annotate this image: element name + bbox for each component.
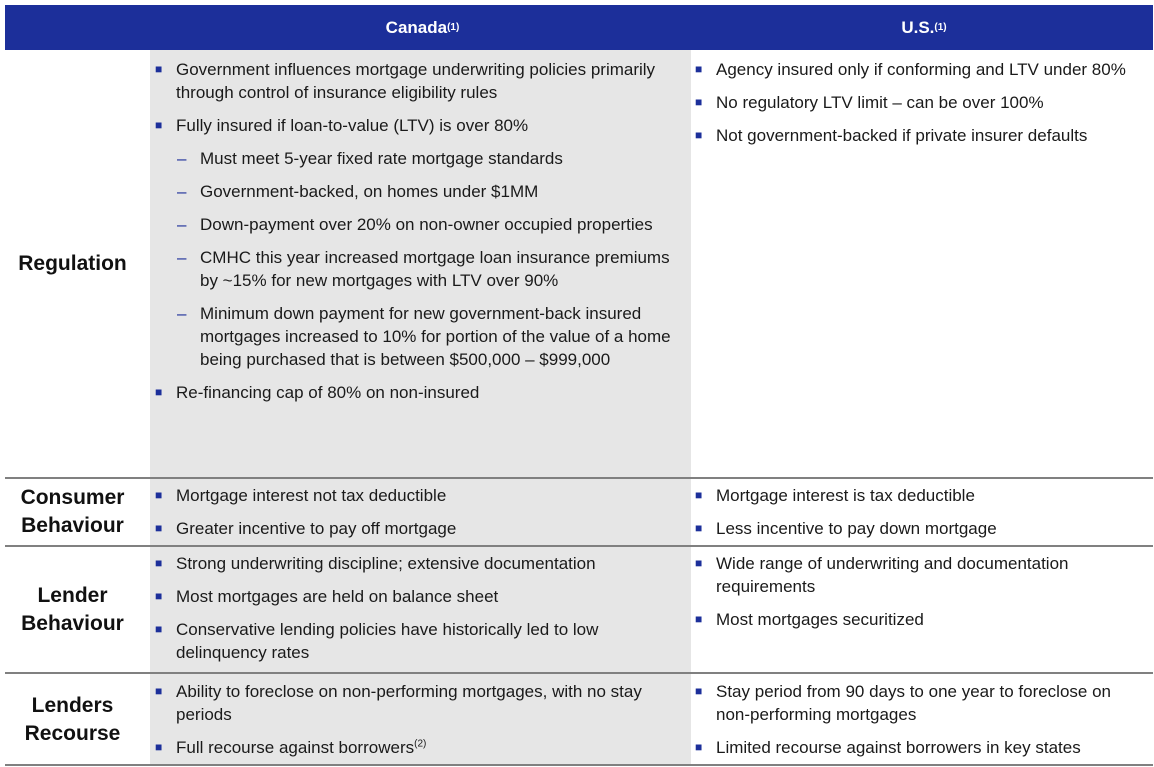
list-item xyxy=(153,114,673,137)
consumer-us-cell xyxy=(693,484,1148,550)
item-text: Limited recourse against borrowers in key states xyxy=(716,738,1081,757)
list-item xyxy=(693,552,1148,598)
list-item xyxy=(693,58,1148,81)
item-text: Conservative lending policies have historically led to low delinquency rates xyxy=(176,620,599,662)
list-item xyxy=(153,484,673,507)
row-label-lender-behaviour xyxy=(0,547,145,672)
item-text: No regulatory LTV limit – can be over 100% xyxy=(716,93,1044,112)
row-divider xyxy=(5,477,1153,479)
bullet-square-icon: ■ xyxy=(695,612,703,626)
bullet-square-icon: ■ xyxy=(695,684,703,698)
sub-list-item xyxy=(153,213,673,236)
list-item xyxy=(153,585,673,608)
item-text: Greater incentive to pay off mortgage xyxy=(176,519,457,538)
footnote-marker: (2) xyxy=(414,738,427,750)
bullet-square-icon: ■ xyxy=(155,589,163,603)
item-text: Re-financing cap of 80% on non-insured xyxy=(176,383,480,402)
dash-bullet-icon: – xyxy=(177,215,187,234)
item-text: Minimum down payment for new government-back insured mortgages increased to 10% for portion of the value of a home being purchased that is between $500,000 – $999,000 xyxy=(200,304,671,369)
item-text: Mortgage interest is tax deductible xyxy=(716,486,975,505)
item-text: Wide range of underwriting and documentation requirements xyxy=(716,554,1069,596)
item-text: Stay period from 90 days to one year to foreclose on non-performing mortgages xyxy=(716,682,1112,724)
bullet-square-icon: ■ xyxy=(695,521,703,535)
item-text: Mortgage interest not tax deductible xyxy=(176,486,447,505)
bullet-square-icon: ■ xyxy=(155,521,163,535)
list-item xyxy=(693,124,1148,147)
bullet-square-icon: ■ xyxy=(695,128,703,142)
bullet-square-icon: ■ xyxy=(155,740,163,754)
item-text: Most mortgages securitized xyxy=(716,610,924,629)
bullet-square-icon: ■ xyxy=(695,488,703,502)
item-text: Less incentive to pay down mortgage xyxy=(716,519,997,538)
recourse-us-cell xyxy=(693,680,1148,767)
row-divider xyxy=(5,672,1153,674)
item-text: Ability to foreclose on non-performing mortgages, with no stay periods xyxy=(176,682,642,724)
list-item xyxy=(153,736,673,759)
list-item xyxy=(153,552,673,575)
header-us: U.S. (1) xyxy=(901,17,947,37)
bullet-square-icon: ■ xyxy=(695,62,703,76)
list-item xyxy=(693,91,1148,114)
sub-list-item xyxy=(153,302,673,371)
item-text: Government influences mortgage underwriting policies primarily through control of insurance eligibility rules xyxy=(176,60,656,102)
item-text: Most mortgages are held on balance sheet xyxy=(176,587,499,606)
list-item xyxy=(693,517,1148,540)
sub-list-item xyxy=(153,180,673,203)
dash-bullet-icon: – xyxy=(177,304,187,323)
row-divider-bottom xyxy=(5,764,1153,766)
row-label-text xyxy=(21,582,124,638)
row-label-text xyxy=(21,484,125,540)
list-item xyxy=(153,618,673,664)
row-divider xyxy=(5,545,1153,547)
header-canada-label: Canada xyxy=(385,17,448,37)
bullet-square-icon: ■ xyxy=(695,556,703,570)
row-label-regulation xyxy=(0,50,145,478)
row-label-line-1: Consumer xyxy=(20,486,125,509)
item-text: Government-backed, on homes under $1MM xyxy=(200,182,539,201)
row-label-lenders-recourse xyxy=(0,674,145,766)
header-us-label: U.S. xyxy=(901,17,935,37)
item-text: Down-payment over 20% on non-owner occupied properties xyxy=(200,215,653,234)
dash-bullet-icon: – xyxy=(177,182,187,201)
row-label-line-2: Behaviour xyxy=(21,611,124,635)
list-item xyxy=(153,517,673,540)
sub-list-item xyxy=(153,246,673,292)
item-text: Fully insured if loan-to-value (LTV) is over 80% xyxy=(176,116,529,135)
sub-list-item xyxy=(153,147,673,170)
consumer-canada-cell xyxy=(153,484,673,550)
lender-canada-cell xyxy=(153,552,673,674)
dash-bullet-icon: – xyxy=(177,248,187,267)
row-label-line-1: Lenders xyxy=(31,694,114,717)
regulation-us-cell xyxy=(693,58,1148,157)
item-text: Must meet 5-year fixed rate mortgage standards xyxy=(200,149,563,168)
item-text: Not government-backed if private insurer defaults xyxy=(716,126,1088,145)
header-canada: Canada (1) xyxy=(385,17,460,37)
recourse-canada-cell xyxy=(153,680,673,767)
row-label-consumer-behaviour xyxy=(0,479,145,545)
header-blank-cell xyxy=(5,5,150,50)
bullet-square-icon: ■ xyxy=(155,622,163,636)
list-item xyxy=(153,58,673,104)
row-label-text: Regulation xyxy=(18,252,127,275)
row-label-line-2: Behaviour xyxy=(21,514,124,537)
row-label-line-2: Recourse xyxy=(24,722,121,745)
bullet-square-icon: ■ xyxy=(155,118,163,132)
regulation-canada-cell xyxy=(153,58,673,414)
row-label-line-1: Lender xyxy=(37,583,108,607)
item-text: Agency insured only if conforming and LTV under 80% xyxy=(716,60,1126,79)
dash-bullet-icon: – xyxy=(177,149,187,168)
list-item xyxy=(693,736,1148,759)
list-item xyxy=(153,381,673,404)
bullet-square-icon: ■ xyxy=(155,684,163,698)
bullet-square-icon: ■ xyxy=(695,740,703,754)
bullet-square-icon: ■ xyxy=(695,95,703,109)
row-label-text xyxy=(25,692,121,748)
item-text: Strong underwriting discipline; extensive documentation xyxy=(176,554,596,573)
list-item xyxy=(693,484,1148,507)
list-item xyxy=(693,680,1148,726)
item-text: CMHC this year increased mortgage loan insurance premiums by ~15% for new mortgages with LTV over 90% xyxy=(200,248,670,290)
lender-us-cell xyxy=(693,552,1148,641)
bullet-square-icon: ■ xyxy=(155,385,163,399)
bullet-square-icon: ■ xyxy=(155,556,163,570)
list-item xyxy=(153,680,673,726)
bullet-square-icon: ■ xyxy=(155,488,163,502)
list-item xyxy=(693,608,1148,631)
table-header xyxy=(5,5,1153,50)
item-text: Full recourse against borrowers xyxy=(176,738,415,757)
bullet-square-icon: ■ xyxy=(155,62,163,76)
